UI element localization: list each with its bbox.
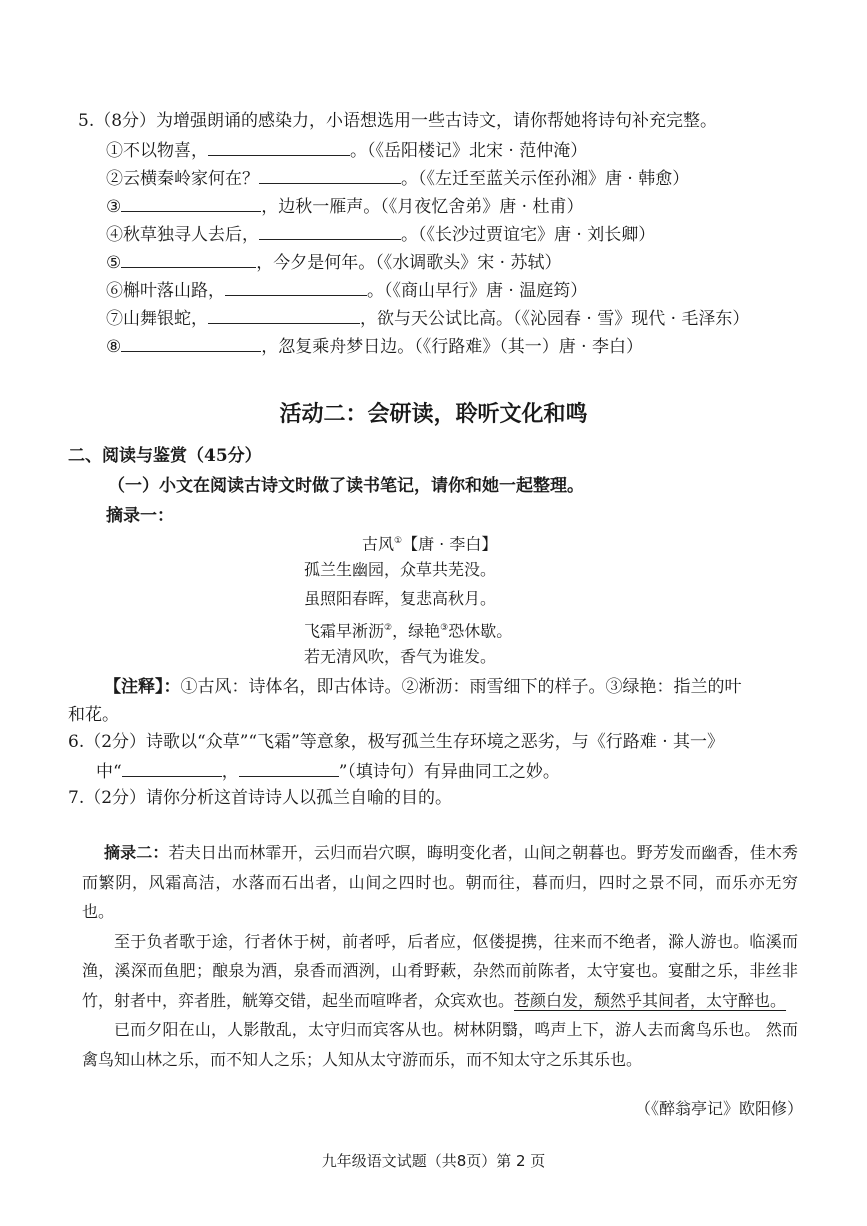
item-number: ⑥ — [106, 281, 123, 301]
item-number: ③ — [106, 197, 122, 217]
underlined-sentence: 苍颜白发，颓然乎其间者，太守醉也。 — [514, 990, 787, 1010]
item-before: 云横秦岭家何在？ — [123, 169, 259, 189]
q5-item-3 — [106, 193, 583, 219]
notes-line-2: 和花。 — [68, 705, 119, 725]
q7: 7.（2分）请你分析这首诗诗人以孤兰自喻的目的。 — [68, 788, 453, 808]
q5-item-7 — [106, 305, 749, 331]
item-after: 。（《长沙过贾谊宅》唐 · 刘长卿） — [401, 225, 656, 245]
poem-line-4: 若无清风吹，香气为谁发。 — [304, 647, 497, 666]
section-sub: （一）小文在阅读古诗文时做了读书笔记，请你和她一起整理。 — [108, 476, 584, 496]
answer-blank[interactable] — [121, 193, 261, 212]
excerpt2-paragraph-2 — [82, 927, 798, 1016]
answer-blank[interactable] — [259, 165, 401, 184]
answer-blank[interactable] — [208, 305, 360, 324]
answer-blank[interactable] — [239, 758, 339, 777]
footnote-marker: ② — [384, 623, 393, 633]
excerpt2-source: （《醉翁亭记》欧阳修） — [634, 1099, 803, 1118]
item-after: 。（《岳阳楼记》北宋 · 范仲淹） — [350, 141, 588, 161]
item-after: ，忽复乘舟梦日边。（《行路难》（其一）唐 · 李白） — [261, 337, 643, 357]
paragraph-text: 至于负者歌于途，行者休于树，前者呼，后者应，伛偻提携，往来而不绝者，滁人游也。临溪而渔，溪深而鱼肥；酿泉为酒，泉香而酒洌，山肴野蔌，杂然而前陈者，太守宴也。宴酣之乐，非丝非竹，射者中，弈者胜，觥筹交错，起坐而喧哗者，众宾欢也。 — [82, 931, 798, 1010]
excerpt2-text — [82, 838, 798, 1074]
item-after: ，欲与天公试比高。（《沁园春 · 雪》现代 · 毛泽东） — [360, 309, 750, 329]
item-after: ，今夕是何年。（《水调歌头》宋 · 苏轼） — [256, 253, 562, 273]
footnote-marker: ① — [394, 536, 403, 546]
paragraph-text: 若夫日出而林霏开，云归而岩穴暝，晦明变化者，山间之朝暮也。野芳发而幽香，佳木秀而繁阴，风霜高洁，水落而石出者，山间之四时也。朝而往，暮而归，四时之景不同，而乐亦无穷也。 — [82, 843, 798, 921]
q5-item-8 — [106, 333, 643, 359]
q5-stem: 5.（8分）为增强朗诵的感染力，小语想选用一些古诗文，请你帮她将诗句补充完整。 — [78, 111, 718, 131]
notes-line-1 — [104, 675, 742, 699]
answer-blank[interactable] — [122, 758, 222, 777]
item-before: 秋草独寻人去后， — [123, 225, 259, 245]
q6-text: 中“ — [96, 762, 122, 782]
q5-item-2 — [106, 165, 689, 191]
poem-text: 飞霜早淅沥 — [304, 621, 385, 641]
answer-blank[interactable] — [259, 221, 401, 240]
activity-title: 活动二：会研读，聆听文化和鸣 — [279, 401, 588, 427]
excerpt2-paragraph-3 — [82, 1015, 798, 1074]
q5-item-4 — [106, 221, 655, 247]
q6-text: ”（填诗句）有异曲同工之妙。 — [338, 762, 560, 782]
q5-item-1 — [106, 137, 587, 163]
q6-line-1: 6.（2分）诗歌以“众草”“飞霜”等意象，极写孤兰生存环境之恶劣，与《行路难 · 其一》 — [68, 732, 725, 752]
item-number: ⑧ — [106, 337, 122, 357]
excerpt2-label: 摘录二： — [104, 843, 169, 862]
excerpt2-paragraph-1 — [82, 838, 798, 927]
page-footer: 九年级语文试题（共8页）第 2 页 — [321, 1152, 546, 1170]
notes-text: ①古风：诗体名，即古体诗。②淅沥：雨雪细下的样子。③绿艳：指兰的叶 — [180, 677, 742, 697]
poem-line-3 — [304, 617, 512, 642]
poem-line-1: 孤兰生幽园，众草共芜没。 — [304, 560, 497, 579]
item-before: 槲叶落山路， — [123, 281, 225, 301]
item-before: 山舞银蛇， — [123, 309, 208, 329]
item-after: ，边秋一雁声。（《月夜忆舍弟》唐 · 杜甫） — [261, 197, 584, 217]
footnote-marker: ③ — [440, 623, 449, 633]
answer-blank[interactable] — [208, 137, 350, 156]
q6-line-2 — [96, 758, 560, 784]
excerpt1-label: 摘录一： — [106, 506, 174, 526]
answer-blank[interactable] — [225, 277, 367, 296]
poem-text: 恐休歇。 — [448, 621, 513, 641]
item-before: 不以物喜， — [123, 141, 208, 161]
item-number: ① — [106, 141, 123, 161]
item-number: ⑦ — [106, 309, 123, 329]
poem-author: 【唐 · 李白】 — [402, 534, 498, 554]
answer-blank[interactable] — [121, 333, 261, 352]
poem-text: ，绿艳 — [392, 621, 441, 641]
section-heading: 二、阅读与鉴赏（45分） — [68, 446, 262, 466]
item-number: ② — [106, 169, 123, 189]
poem-title: 古风 — [362, 534, 395, 554]
item-number: ⑤ — [106, 253, 122, 273]
q5-item-6 — [106, 277, 587, 303]
item-after: 。（《左迁至蓝关示侄孙湘》唐 · 韩愈） — [401, 169, 690, 189]
notes-label: 【注释】： — [104, 677, 181, 697]
item-number: ④ — [106, 225, 123, 245]
q6-text: ， — [221, 762, 239, 782]
paragraph-text: 已而夕阳在山，人影散乱，太守归而宾客从也。树林阴翳，鸣声上下，游人去而禽鸟乐也。 然而禽鸟知山林之乐，而不知人之乐；人知从太守游而乐，而不知太守之乐其乐也。 — [82, 1020, 798, 1069]
poem-line-2: 虽照阳春晖，复悲高秋月。 — [304, 589, 497, 608]
answer-blank[interactable] — [121, 249, 256, 268]
poem-title-line — [362, 530, 497, 555]
item-after: 。（《商山早行》唐 · 温庭筠） — [367, 281, 588, 301]
q5-item-5 — [106, 249, 561, 275]
